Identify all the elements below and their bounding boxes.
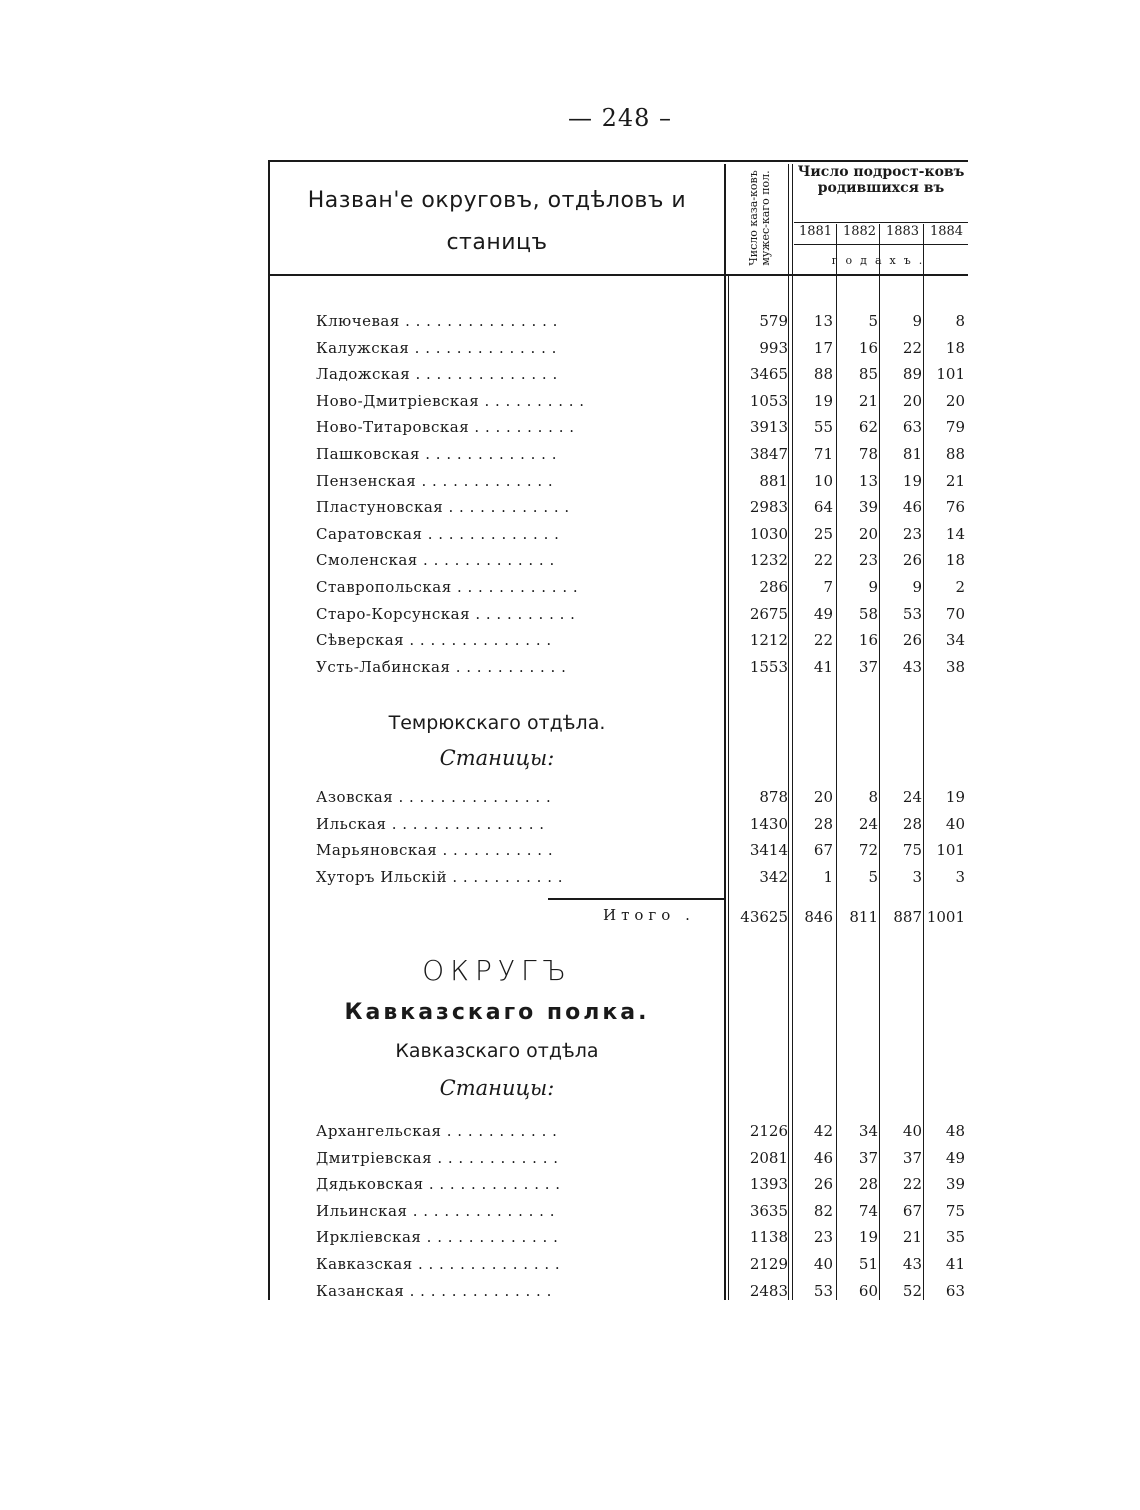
cell-c1: 46 [813,1148,833,1167]
teen-column-header-text: Число подрост-ковъ родившихся въ [797,164,965,196]
stanitsa-name: Ильская . . . . . . . . . . . . . . . [316,814,545,833]
cell-c0: 3465 [749,365,788,384]
table-row [268,416,968,442]
cell-c2: 34 [858,1122,878,1140]
table-row [268,390,968,416]
cell-c2: 74 [858,1201,878,1220]
cell-c0: 2675 [749,604,788,623]
itogo-row [268,906,968,932]
stanitsa-name: Пензенская . . . . . . . . . . . . . [316,471,554,490]
cell-c4: 34 [945,631,965,650]
itogo-c0: 43625 [740,908,788,926]
table-row [268,1147,968,1173]
stanitsa-name: Хуторъ Ильскій . . . . . . . . . . . [316,867,563,886]
cell-c0: 2983 [749,498,788,517]
stanitsa-name: Сѣверская . . . . . . . . . . . . . . [316,631,552,650]
cell-c2: 24 [858,814,878,833]
table-row [268,470,968,496]
cell-c1: 42 [813,1122,833,1140]
cell-c1: 67 [813,841,833,860]
cell-c0: 1232 [749,551,788,570]
cell-c2: 51 [858,1255,878,1273]
cell-c2: 78 [858,445,878,463]
cell-c3: 22 [902,1175,922,1194]
stanitsa-name: Казанская . . . . . . . . . . . . . . [316,1281,552,1300]
stanitsa-name: Саратовская . . . . . . . . . . . . . [316,524,560,543]
cell-c0: 993 [759,338,788,357]
cell-c3: 46 [902,498,922,517]
cell-c0: 342 [759,867,788,886]
stanitsa-name: Пашковская . . . . . . . . . . . . . [316,445,557,463]
stanitsa-name: Пластуновская . . . . . . . . . . . . [316,498,570,517]
cell-c4: 14 [945,524,965,543]
stanitsa-name: Ставропольская . . . . . . . . . . . . [316,578,579,596]
table-row [268,813,968,839]
cell-c1: 55 [813,418,833,437]
years-bottom-rule [794,244,968,245]
cell-c0: 1430 [749,814,788,833]
year-1884: 1884 [929,224,964,239]
table-row [268,363,968,389]
cell-c1: 26 [813,1175,833,1194]
itogo-c1: 846 [804,908,833,926]
cell-c4: 18 [945,551,965,570]
cell-c3: 67 [902,1201,922,1220]
cell-c3: 21 [902,1228,922,1247]
cell-c2: 21 [858,391,878,410]
stanitsa-name: Калужская . . . . . . . . . . . . . . [316,338,557,357]
cell-c1: 49 [813,604,833,623]
cell-c4: 101 [936,841,965,860]
cell-c3: 40 [902,1122,922,1140]
cell-c1: 10 [813,471,833,490]
cell-c0: 3635 [749,1201,788,1220]
cell-c0: 1212 [749,631,788,650]
stanitsa-name: Старо-Корсунская . . . . . . . . . . [316,604,576,623]
cell-c4: 18 [945,338,965,357]
name-column-header-line2: станицъ [446,230,548,255]
itogo-c2: 811 [849,908,878,926]
cell-c1: 25 [813,524,833,543]
cell-c2: 5 [868,312,878,330]
cell-c1: 22 [813,631,833,650]
stanitsa-name: Дмитріевская . . . . . . . . . . . . [316,1148,559,1167]
cell-c4: 20 [945,391,965,410]
cell-c4: 41 [945,1255,965,1273]
table-row [268,786,968,812]
cell-c3: 81 [902,445,922,463]
cell-c3: 43 [902,657,922,676]
statistics-table [268,160,968,1300]
year-1882: 1882 [842,224,877,239]
stanitsa-name: Марьяновская . . . . . . . . . . . [316,841,554,860]
cell-c2: 20 [858,524,878,543]
table-row [268,1173,968,1199]
stanitsa-name: Архангельская . . . . . . . . . . . [316,1122,558,1140]
okrug-subtitle: Станицы: [439,1076,555,1100]
table-row [268,443,968,469]
cell-c3: 53 [902,604,922,623]
itogo-c3: 887 [893,908,922,926]
cell-c4: 38 [945,657,965,676]
cell-c4: 3 [955,867,965,886]
table-row [268,629,968,655]
cell-c0: 3414 [749,841,788,860]
cell-c1: 7 [823,578,833,596]
cell-c1: 64 [813,498,833,517]
count-column-header-text: Число каза-ковъ мужес-каго пол. [747,170,772,266]
years-suffix: годахъ. [831,254,931,267]
cell-c4: 76 [945,498,965,517]
cell-c1: 88 [813,365,833,384]
cell-c4: 88 [945,445,965,463]
stanitsa-name: Ново-Титаровская . . . . . . . . . . [316,418,575,437]
cell-c1: 22 [813,551,833,570]
okrug-regiment: Кавказскаго полка. [344,1000,650,1025]
cell-c2: 37 [858,657,878,676]
cell-c1: 19 [813,391,833,410]
cell-c4: 35 [945,1228,965,1247]
year-1881: 1881 [798,224,833,239]
cell-c2: 19 [858,1228,878,1247]
cell-c0: 579 [759,312,788,330]
cell-c4: 48 [945,1122,965,1140]
cell-c3: 24 [902,788,922,806]
cell-c4: 2 [955,578,965,596]
okrug-department: Кавказскаго отдѣла [395,1040,599,1062]
name-column-header-line1: Назван'е округовъ, отдѣловъ и [307,188,687,213]
cell-c3: 9 [912,312,922,330]
table-row [268,496,968,522]
cell-c2: 9 [868,578,878,596]
cell-c4: 63 [945,1281,965,1300]
cell-c0: 2129 [749,1255,788,1273]
cell-c4: 49 [945,1148,965,1167]
table-row [268,1120,968,1146]
stanitsa-name: Усть-Лабинская . . . . . . . . . . . [316,657,567,676]
table-row [268,310,968,336]
cell-c0: 1053 [749,391,788,410]
itogo-label: Итого . [603,906,695,924]
stanitsa-name: Смоленская . . . . . . . . . . . . . [316,551,555,570]
cell-c2: 16 [858,631,878,650]
cell-c3: 52 [902,1281,922,1300]
cell-c3: 9 [912,578,922,596]
cell-c3: 43 [902,1255,922,1273]
cell-c3: 28 [902,814,922,833]
cell-c4: 79 [945,418,965,437]
cell-c2: 37 [858,1148,878,1167]
cell-c4: 75 [945,1201,965,1220]
cell-c3: 63 [902,418,922,437]
table-row [268,603,968,629]
count-column-header [730,164,790,272]
year-1883: 1883 [885,224,920,239]
cell-c1: 17 [813,338,833,357]
table-row [268,1200,968,1226]
cell-c0: 1393 [749,1175,788,1194]
stanitsa-name: Иркліевская . . . . . . . . . . . . . [316,1228,559,1247]
cell-c4: 21 [945,471,965,490]
cell-c1: 41 [813,657,833,676]
cell-c0: 1138 [749,1228,788,1247]
table-row [268,337,968,363]
cell-c1: 13 [813,312,833,330]
cell-c2: 16 [858,338,878,357]
table-row [268,656,968,682]
stanitsa-name: Кавказская . . . . . . . . . . . . . . [316,1255,561,1273]
table-row [268,839,968,865]
cell-c1: 28 [813,814,833,833]
cell-c0: 1030 [749,524,788,543]
cell-c2: 72 [858,841,878,860]
cell-c1: 53 [813,1281,833,1300]
cell-c1: 71 [813,445,833,463]
cell-c2: 39 [858,498,878,517]
cell-c1: 20 [813,788,833,806]
years-top-rule [794,222,968,223]
cell-c4: 8 [955,312,965,330]
cell-c3: 37 [902,1148,922,1167]
cell-c2: 85 [858,365,878,384]
cell-c0: 286 [759,578,788,596]
stanitsa-name: Дядьковская . . . . . . . . . . . . . [316,1175,561,1194]
temruk-title: Темрюкскаго отдѣла. [388,712,606,734]
cell-c2: 28 [858,1175,878,1194]
table-row [268,1226,968,1252]
temruk-subtitle: Станицы: [439,746,555,770]
stanitsa-name: Ключевая . . . . . . . . . . . . . . . [316,312,558,330]
itogo-rule [548,898,726,900]
cell-c3: 3 [912,867,922,886]
table-row [268,1280,968,1306]
table-row [268,549,968,575]
cell-c1: 1 [823,867,833,886]
table-row [268,576,968,602]
cell-c4: 39 [945,1175,965,1194]
stanitsa-name: Ново-Дмитріевская . . . . . . . . . . [316,391,585,410]
cell-c2: 13 [858,471,878,490]
cell-c0: 881 [759,471,788,490]
cell-c2: 60 [858,1281,878,1300]
page-number: — 248 – [567,104,673,132]
years-header [794,224,968,244]
okrug-title: ОКРУГЪ [422,954,572,987]
cell-c4: 70 [945,604,965,623]
itogo-c4: 1001 [926,908,965,926]
cell-c2: 62 [858,418,878,437]
stanitsa-name: Ильинская . . . . . . . . . . . . . . [316,1201,555,1220]
cell-c2: 58 [858,604,878,623]
cell-c2: 23 [858,551,878,570]
cell-c3: 89 [902,365,922,384]
cell-c0: 1553 [749,657,788,676]
cell-c0: 3847 [749,445,788,463]
cell-c0: 2483 [749,1281,788,1300]
cell-c0: 2126 [749,1122,788,1140]
cell-c0: 878 [759,788,788,806]
cell-c1: 23 [813,1228,833,1247]
cell-c3: 20 [902,391,922,410]
name-column-header [268,160,726,274]
cell-c2: 8 [868,788,878,806]
cell-c4: 19 [945,788,965,806]
cell-c2: 5 [868,867,878,886]
cell-c1: 40 [813,1255,833,1273]
cell-c0: 3913 [749,418,788,437]
cell-c0: 2081 [749,1148,788,1167]
header-bottom-rule [268,274,968,276]
cell-c4: 40 [945,814,965,833]
cell-c3: 22 [902,338,922,357]
stanitsa-name: Ладожская . . . . . . . . . . . . . . [316,365,558,384]
cell-c3: 26 [902,631,922,650]
table-row [268,1253,968,1279]
table-row [268,523,968,549]
cell-c3: 19 [902,471,922,490]
cell-c3: 26 [902,551,922,570]
cell-c3: 75 [902,841,922,860]
cell-c4: 101 [936,365,965,384]
cell-c3: 23 [902,524,922,543]
table-row [268,866,968,892]
cell-c1: 82 [813,1201,833,1220]
stanitsa-name: Азовская . . . . . . . . . . . . . . . [316,788,552,806]
